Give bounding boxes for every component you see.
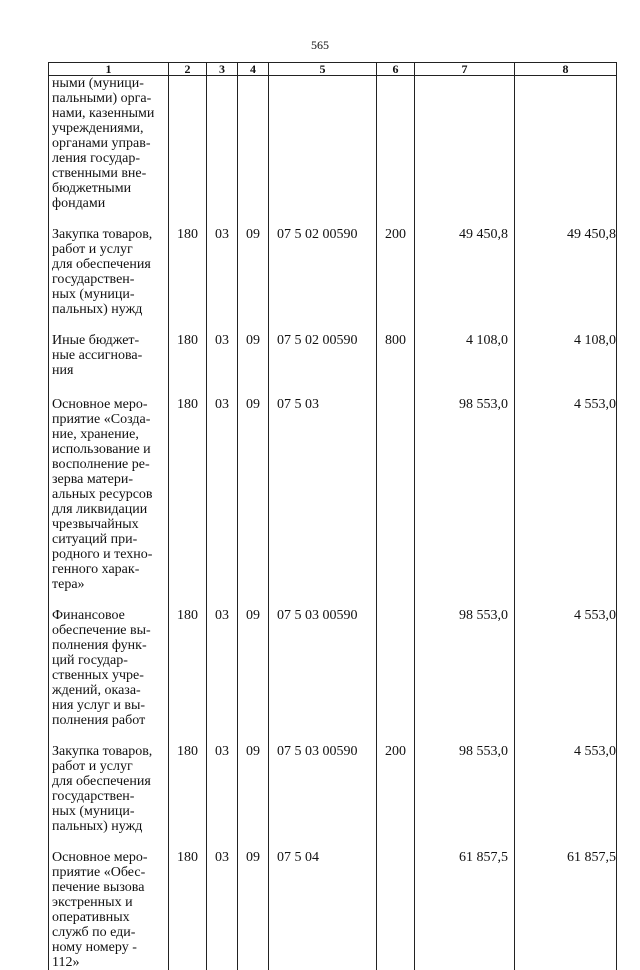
target-article-cell [269,76,377,212]
column-header: 4 [238,63,269,76]
table-row [49,381,617,592]
column-header: 1 [49,63,169,76]
item-name-text: Основное меро- приятие «Обес- печение вызова экстренных и оперативных служб по еди- ному номеру - 112» [52,834,166,970]
cell-value: 03 [207,834,237,946]
cell-value: 200 [377,211,414,305]
cell-value [238,76,268,194]
cell-value: 4 553,0 [518,728,616,818]
cell-value: 09 [238,834,268,946]
cell-value [377,592,414,710]
cell-value: 09 [238,317,268,381]
item-name-cell [49,728,169,834]
table-row [49,834,617,970]
page-number: 565 [0,38,640,53]
amount-col7-cell [415,381,515,592]
subsection-code-cell [238,592,269,728]
ministry-code-cell [169,381,207,592]
cell-value [277,76,374,194]
section-code-cell [207,592,238,728]
cell-value: 03 [207,592,237,710]
target-article-cell [269,834,377,970]
cell-value: 98 553,0 [418,381,508,563]
cell-value: 180 [169,728,206,818]
cell-value: 07 5 03 00590 [277,592,374,710]
expense-type-cell [377,211,415,317]
cell-value: 07 5 02 00590 [277,317,374,381]
item-name-cell [49,834,169,970]
amount-col7-cell [415,76,515,212]
amount-col7-cell [415,317,515,381]
column-header: 2 [169,63,207,76]
cell-value [518,76,616,194]
cell-value: 03 [207,317,237,381]
cell-value: 09 [238,592,268,710]
cell-value: 49 450,8 [518,211,616,305]
table-row [49,592,617,728]
ministry-code-cell [169,76,207,212]
cell-value: 07 5 04 [277,834,374,946]
ministry-code-cell [169,317,207,381]
column-header: 5 [269,63,377,76]
target-article-cell [269,317,377,381]
table-row [49,317,617,381]
table-row [49,728,617,834]
item-name-cell [49,381,169,592]
cell-value [377,76,414,194]
amount-col8-cell [515,728,617,834]
cell-value: 180 [169,317,206,381]
cell-value: 4 553,0 [518,381,616,563]
cell-value [169,76,206,194]
column-header: 8 [515,63,617,76]
cell-value [418,76,508,194]
cell-value: 07 5 03 00590 [277,728,374,818]
item-name-cell [49,592,169,728]
cell-value: 4 553,0 [518,592,616,710]
expense-type-cell [377,381,415,592]
amount-col7-cell [415,211,515,317]
subsection-code-cell [238,211,269,317]
amount-col8-cell [515,317,617,381]
cell-value: 4 108,0 [518,317,616,381]
amount-col7-cell [415,728,515,834]
section-code-cell [207,834,238,970]
cell-value: 07 5 03 [277,381,374,563]
cell-value: 09 [238,381,268,563]
item-name-cell [49,317,169,381]
cell-value: 61 857,5 [518,834,616,946]
ministry-code-cell [169,211,207,317]
item-name-text: Закупка товаров, работ и услуг для обеспечения государствен- ных (муници- пальных) нужд [52,728,166,834]
cell-value: 180 [169,211,206,305]
column-header: 6 [377,63,415,76]
subsection-code-cell [238,381,269,592]
section-code-cell [207,728,238,834]
cell-value [377,834,414,946]
cell-value: 07 5 02 00590 [277,211,374,305]
cell-value [377,381,414,563]
ministry-code-cell [169,834,207,970]
cell-value: 03 [207,728,237,818]
section-code-cell [207,211,238,317]
column-header: 3 [207,63,238,76]
item-name-text: Финансовое обеспечение вы- полнения функ- ций государ- ственных учре- ждений, оказа- ния услуг и вы- полнения работ [52,592,166,728]
amount-col7-cell [415,834,515,970]
cell-value: 180 [169,592,206,710]
section-code-cell [207,381,238,592]
cell-value: 03 [207,381,237,563]
item-name-text: ными (муници- пальными) орга- нами, казенными учреждениями, органами управ- ления государ- ственными вне- бюджетными фондами [52,76,166,211]
section-code-cell [207,76,238,212]
cell-value: 800 [377,317,414,381]
item-name-text: Закупка товаров, работ и услуг для обеспечения государствен- ных (муници- пальных) нужд [52,211,166,317]
target-article-cell [269,381,377,592]
target-article-cell [269,211,377,317]
amount-col8-cell [515,76,617,212]
section-code-cell [207,317,238,381]
cell-value: 61 857,5 [418,834,508,946]
item-name-text: Иные бюджет- ные ассигнова- ния [52,317,166,381]
expense-type-cell [377,728,415,834]
expense-type-cell [377,592,415,728]
cell-value: 180 [169,834,206,946]
amount-col7-cell [415,592,515,728]
ministry-code-cell [169,728,207,834]
amount-col8-cell [515,381,617,592]
item-name-text: Основное меро- приятие «Созда- ние, хранение, использование и восполнение ре- зерва матери- альных ресурсов для ликвидации чрезвычайных ситуаций при- родного и техно- генного харак- тера» [52,381,166,592]
ministry-code-cell [169,592,207,728]
cell-value: 03 [207,211,237,305]
target-article-cell [269,728,377,834]
expense-type-cell [377,834,415,970]
amount-col8-cell [515,592,617,728]
amount-col8-cell [515,211,617,317]
subsection-code-cell [238,728,269,834]
cell-value: 09 [238,211,268,305]
header-row [49,63,617,76]
cell-value: 180 [169,381,206,563]
budget-table [48,62,617,970]
subsection-code-cell [238,76,269,212]
cell-value: 09 [238,728,268,818]
expense-type-cell [377,317,415,381]
item-name-cell [49,76,169,212]
item-name-cell [49,211,169,317]
cell-value: 49 450,8 [418,211,508,305]
cell-value: 4 108,0 [418,317,508,381]
subsection-code-cell [238,317,269,381]
cell-value [207,76,237,194]
cell-value: 200 [377,728,414,818]
table-body [49,76,617,970]
table-row [49,211,617,317]
cell-value: 98 553,0 [418,728,508,818]
target-article-cell [269,592,377,728]
cell-value: 98 553,0 [418,592,508,710]
expense-type-cell [377,76,415,212]
table-row [49,76,617,212]
amount-col8-cell [515,834,617,970]
subsection-code-cell [238,834,269,970]
column-header: 7 [415,63,515,76]
